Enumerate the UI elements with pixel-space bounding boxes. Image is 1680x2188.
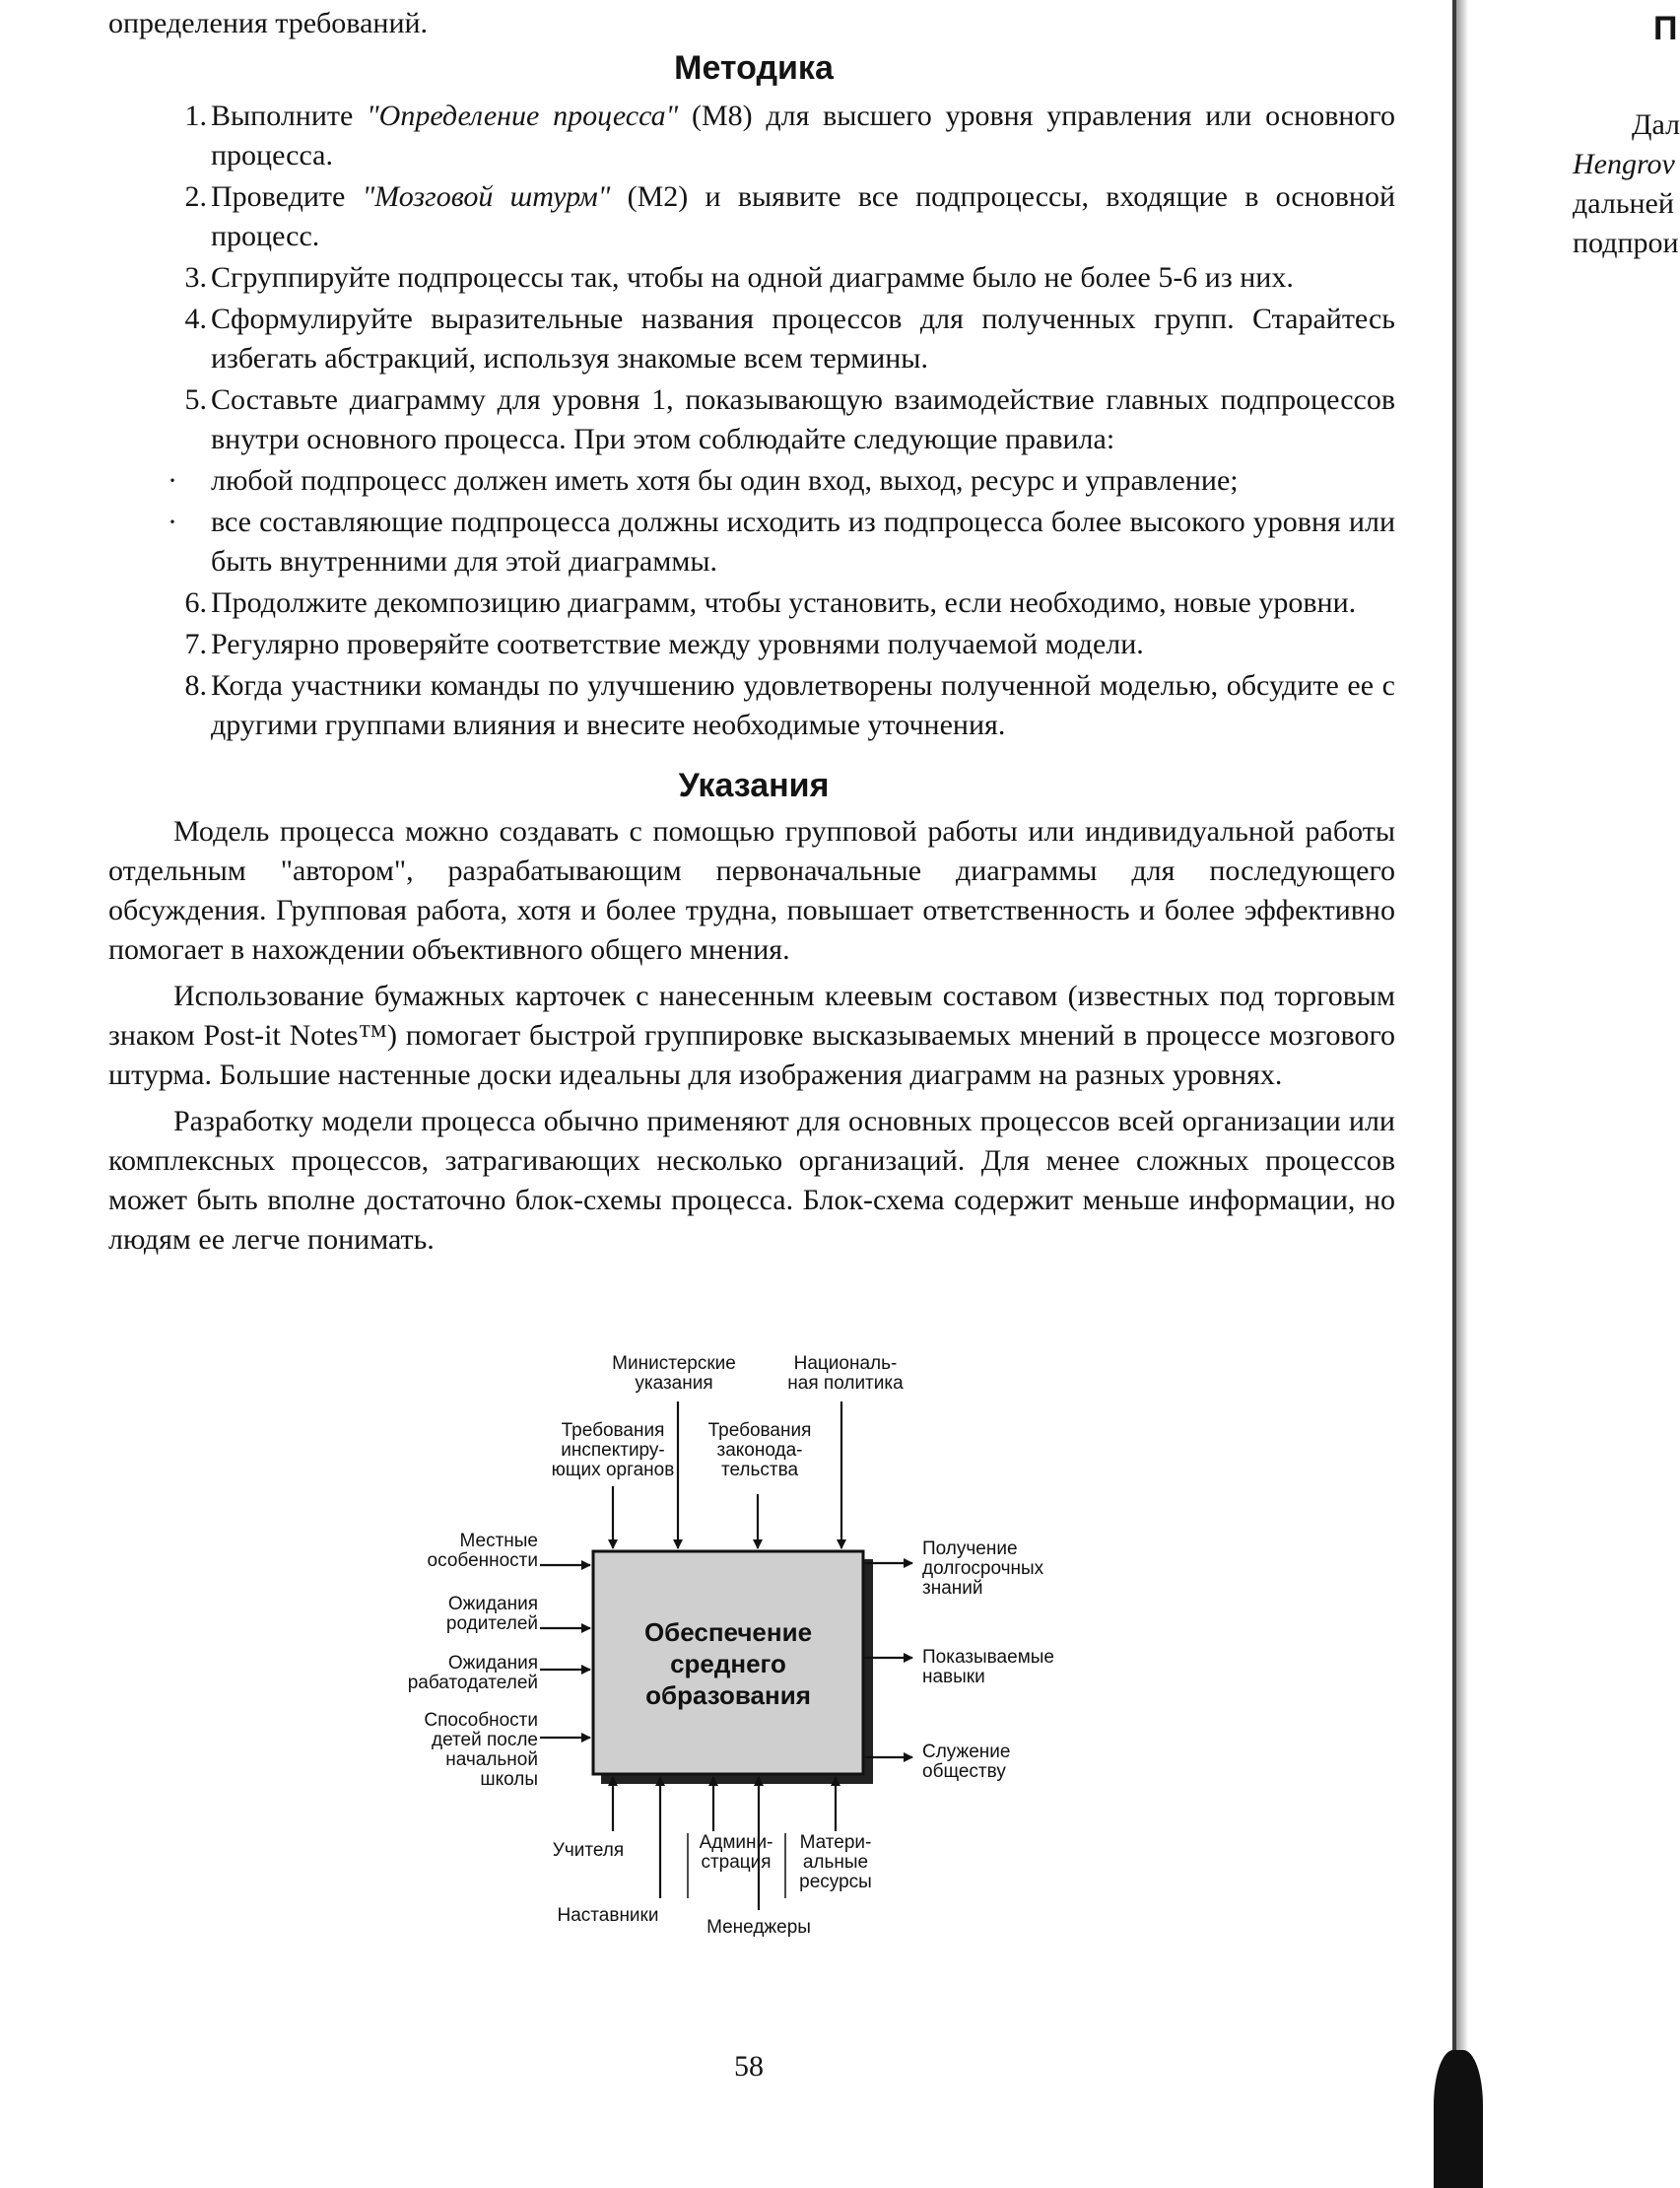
step-text-after: (М2) и выявите все подпроцессы, входящие в основной процесс.: [211, 180, 1395, 252]
control-label-inspection: Требования инспектиру- ющих органов: [551, 1420, 675, 1480]
method-step: [173, 300, 1395, 378]
step-text: все составляющие подпроцесса должны исходить из подпроцесса более высокого уровня или быть внутренними для этой диаграммы.: [211, 506, 1395, 578]
control-label-national-policy: Националь- ная политика: [787, 1353, 904, 1394]
input-label-local: Местные особенности: [427, 1531, 538, 1571]
step-text: любой подпроцесс должен иметь хотя бы один вход, выход, ресурс и управление;: [211, 464, 1239, 497]
method-rule-item: [168, 461, 1395, 501]
step-number: 4.: [184, 303, 207, 335]
right-page-fragment: [1478, 0, 1680, 296]
top-line: определения требований.: [108, 7, 429, 39]
guidance-paragraph-1: Модель процесса можно создавать с помощью групповой работы или индивидуальной работы отдельным "автором", разрабатывающим первоначальные диаграммы для последующего обсуждения. Групповая работа, хотя и более трудна, повышает ответственность и более эффективно помогает в нахождении объективного общего мнения.: [108, 815, 1395, 966]
method-steps: [168, 97, 1395, 747]
method-step: [173, 177, 1395, 256]
step-text: Сформулируйте выразительные названия процессов для полученных групп. Старайтесь избегать абстракций, используя знакомые всем термины.: [211, 303, 1395, 375]
page-number: 58: [734, 2050, 764, 2083]
control-label-ministerial: Министерские указания: [612, 1353, 736, 1394]
input-label-parents: Ожидания родителей: [445, 1594, 538, 1634]
step-text: Выполните: [211, 100, 368, 132]
step-text: Проведите: [211, 180, 363, 213]
guidance-paragraph-2: Использование бумажных карточек с нанесенным клеевым составом (известных под торговым знаком Post-it Notes™) помогает быстрой группировке высказываемых мнений в процессе мозгового штурма. Большие настенные доски идеальны для изображения диаграмм на разных уровнях.: [108, 980, 1395, 1091]
mechanism-label-administration: Админи- страция: [699, 1832, 773, 1873]
output-label-skills: Показываемые навыки: [922, 1647, 1054, 1687]
method-rule-item: [168, 503, 1395, 581]
method-step: [173, 583, 1395, 623]
right-line-3: дальней: [1573, 187, 1674, 220]
step-number: ·: [168, 464, 177, 497]
step-number: ·: [168, 506, 177, 538]
step-number: 7.: [184, 628, 207, 660]
input-label-abilities: Способности детей после начальной школы: [424, 1710, 538, 1790]
process-box-title: Обеспечение среднего образования: [643, 1617, 813, 1710]
step-number: 3.: [184, 261, 207, 294]
right-line-2: Hengrov: [1573, 148, 1675, 180]
input-label-employers: Ожидания рабатодателей: [407, 1653, 538, 1693]
guidance-paragraph-3: Разработку модели процесса обычно применяют для основных процессов всей организации или комплексных процессов, затрагивающих несколько организаций. Для менее сложных процессов может быть вполне достаточно блок-схемы процесса. Блок-схема содержит меньше информации, но людям ее легче понимать.: [108, 1105, 1395, 1256]
step-reference: "Мозговой штурм": [362, 180, 611, 213]
control-label-legislation: Требования законода- тельства: [707, 1420, 812, 1480]
right-heading-fragment: П: [1653, 10, 1678, 47]
mechanism-label-mentors: Наставники: [557, 1905, 659, 1926]
step-reference: "Определение процесса": [367, 100, 679, 132]
method-step: [173, 380, 1395, 459]
method-step: [173, 258, 1395, 298]
right-line-4: подпрои: [1573, 227, 1679, 259]
step-number: 1.: [184, 100, 207, 132]
method-step: [173, 666, 1395, 745]
spine-shadow-blot: [1434, 2050, 1483, 2188]
output-label-knowledge: Получение долгосрочных знаний: [922, 1538, 1044, 1599]
step-number: 5.: [184, 383, 207, 416]
method-heading: Методика: [674, 49, 834, 87]
step-text: Регулярно проверяйте соответствие между уровнями получаемой модели.: [211, 628, 1144, 660]
mechanism-label-resources: Матери- альные ресурсы: [799, 1832, 872, 1892]
right-line-1: Дал: [1632, 108, 1680, 141]
spine-shadow: [1456, 0, 1468, 2168]
step-text: Сгруппируйте подпроцессы так, чтобы на одной диаграмме было не более 5-6 из них.: [211, 261, 1294, 294]
idef0-diagram: [365, 1340, 1113, 1951]
step-number: 8.: [184, 669, 207, 702]
method-step: [173, 97, 1395, 175]
step-text-after: (М8) для высшего уровня управления или основного процесса.: [211, 100, 1395, 171]
guidance-body: [108, 812, 1395, 1260]
step-text: Продолжите декомпозицию диаграмм, чтобы установить, если необходимо, новые уровни.: [211, 586, 1357, 619]
step-text: Составьте диаграмму для уровня 1, показывающую взаимодействие главных подпроцессов внутри основного процесса. При этом соблюдайте следующие правила:: [211, 383, 1395, 455]
mechanism-label-teachers: Учителя: [552, 1840, 625, 1861]
step-text: Когда участники команды по улучшению удовлетворены полученной моделью, обсудите ее с другими группами влияния и внесите необходимые уточнения.: [211, 669, 1395, 741]
mechanism-label-managers: Менеджеры: [706, 1917, 811, 1938]
step-number: 2.: [184, 180, 207, 213]
step-number: 6.: [184, 586, 207, 619]
guidance-heading: Указания: [678, 767, 830, 804]
output-label-society: Служение обществу: [922, 1742, 1011, 1782]
method-step: [173, 625, 1395, 664]
